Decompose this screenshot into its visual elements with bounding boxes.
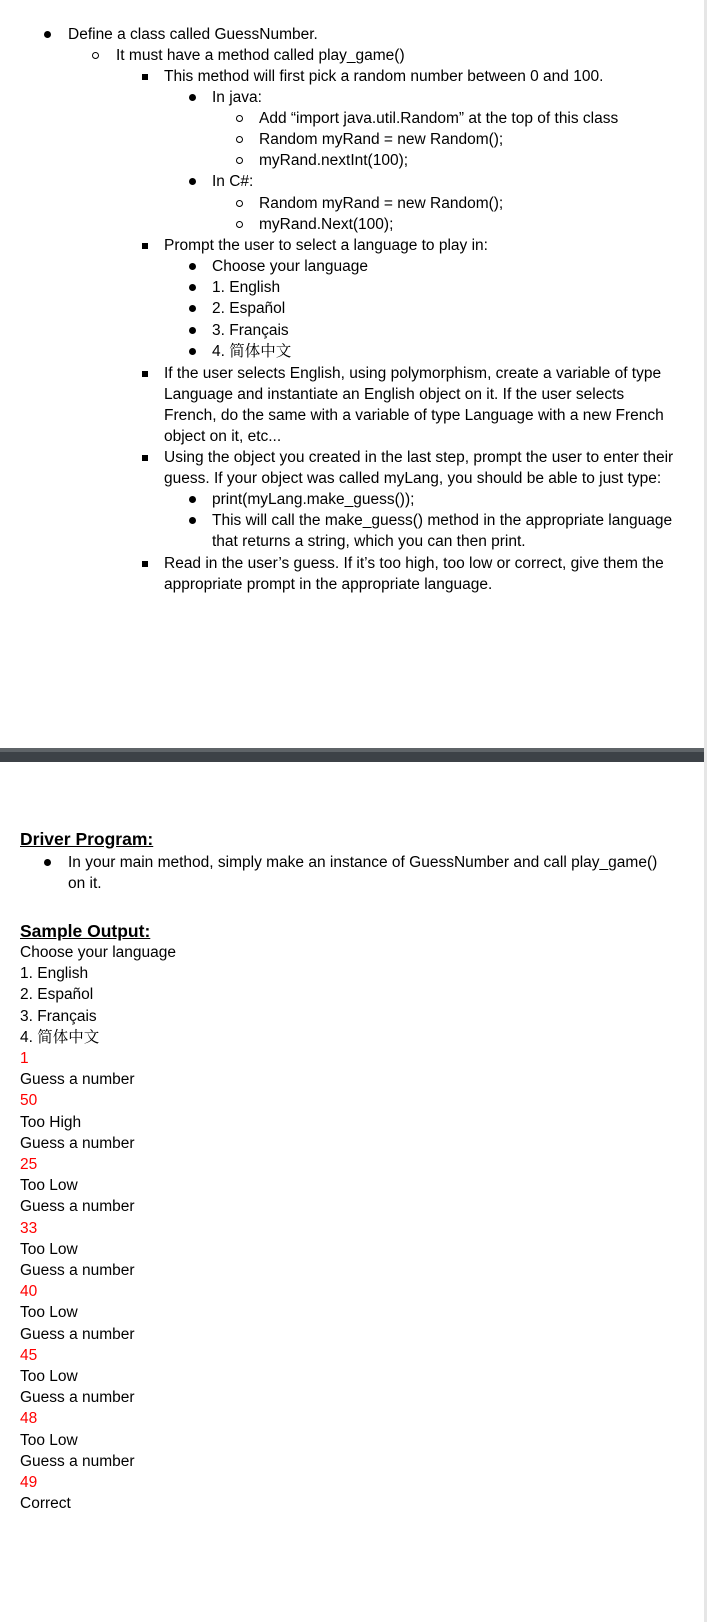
circle-bullet-icon bbox=[234, 193, 246, 214]
square-bullet-icon bbox=[140, 447, 152, 468]
java-label: In java: bbox=[212, 89, 262, 106]
sample-output-line: Guess a number bbox=[20, 1325, 135, 1343]
sample-user-input: 50 bbox=[20, 1092, 38, 1110]
sample-user-input: 1 bbox=[20, 1050, 29, 1067]
disc-bullet-icon bbox=[42, 24, 54, 45]
sample-user-input: 48 bbox=[20, 1410, 38, 1428]
disc-bullet-icon bbox=[187, 256, 199, 277]
csharp-label: In C#: bbox=[212, 173, 254, 190]
sample-output-line: Too Low bbox=[20, 1431, 78, 1449]
print-call-text: print(myLang.make_guess()); bbox=[212, 491, 415, 508]
sample-output-line: Guess a number bbox=[20, 1452, 135, 1470]
disc-bullet-icon bbox=[42, 852, 54, 873]
sample-output-line: Guess a number bbox=[20, 1198, 135, 1216]
polymorphism-text-line: If the user selects English, using polymorphism, create a variable of type bbox=[164, 365, 662, 382]
sample-output-line: Too Low bbox=[20, 1240, 78, 1258]
class-definition-text: Define a class called GuessNumber. bbox=[68, 26, 318, 43]
disc-bullet-icon bbox=[187, 87, 199, 108]
guess-prompt-text-line: guess. If your object was called myLang, you should be able to just type: bbox=[164, 470, 662, 487]
circle-bullet-icon bbox=[234, 214, 246, 235]
square-bullet-icon bbox=[140, 235, 152, 256]
page-separator bbox=[0, 748, 707, 762]
circle-bullet-icon bbox=[90, 45, 102, 66]
sample-output-line: Guess a number bbox=[20, 1389, 135, 1407]
document-page-2 bbox=[0, 762, 707, 1622]
square-bullet-icon bbox=[140, 553, 152, 574]
language-menu-item: 3. Français bbox=[212, 322, 289, 339]
sample-output-line: 4. 简体中文 bbox=[20, 1028, 100, 1046]
csharp-item: myRand.Next(100); bbox=[259, 216, 394, 233]
sample-user-input: 49 bbox=[20, 1474, 38, 1491]
sample-output-line: 2. Español bbox=[20, 986, 94, 1004]
disc-bullet-icon bbox=[187, 277, 199, 298]
square-bullet-icon bbox=[140, 66, 152, 87]
language-menu-item: Choose your language bbox=[212, 258, 368, 275]
make-guess-note-line: that returns a string, which you can then print. bbox=[212, 533, 526, 550]
circle-bullet-icon bbox=[234, 108, 246, 129]
method-definition-text: It must have a method called play_game() bbox=[116, 47, 405, 64]
sample-output-heading: Sample Output: bbox=[20, 921, 151, 941]
sample-output-line: Choose your language bbox=[20, 944, 176, 961]
sample-user-input: 40 bbox=[20, 1283, 38, 1301]
prompt-language-text: Prompt the user to select a language to play in: bbox=[164, 237, 488, 254]
driver-text-line: on it. bbox=[68, 875, 102, 892]
read-guess-text-line: Read in the user’s guess. If it’s too high, too low or correct, give them the bbox=[164, 555, 664, 572]
language-menu-item: 1. English bbox=[212, 279, 281, 296]
sample-output-line: Too Low bbox=[20, 1368, 78, 1385]
pick-random-text: This method will first pick a random number between 0 and 100. bbox=[164, 68, 604, 85]
csharp-item: Random myRand = new Random(); bbox=[259, 195, 504, 212]
java-item: myRand.nextInt(100); bbox=[259, 152, 409, 169]
polymorphism-text-line: object on it, etc... bbox=[164, 428, 282, 445]
disc-bullet-icon bbox=[187, 341, 199, 362]
sample-output-line: Correct bbox=[20, 1495, 71, 1513]
driver-text-line: In your main method, simply make an instance of GuessNumber and call play_game() bbox=[68, 854, 658, 871]
disc-bullet-icon bbox=[187, 320, 199, 341]
sample-user-input: 25 bbox=[20, 1156, 38, 1173]
guess-prompt-text-line: Using the object you created in the last step, prompt the user to enter their bbox=[164, 449, 674, 466]
make-guess-note-line: This will call the make_guess() method in the appropriate language bbox=[212, 512, 673, 529]
document-page-1 bbox=[0, 0, 707, 748]
java-item: Random myRand = new Random(); bbox=[259, 131, 504, 148]
read-guess-text-line: appropriate prompt in the appropriate language. bbox=[164, 576, 493, 593]
sample-output-line: Too Low bbox=[20, 1304, 78, 1322]
disc-bullet-icon bbox=[187, 298, 199, 319]
square-bullet-icon bbox=[140, 363, 152, 384]
circle-bullet-icon bbox=[234, 150, 246, 171]
sample-output-line: Guess a number bbox=[20, 1262, 135, 1279]
driver-program-heading: Driver Program: bbox=[20, 829, 154, 849]
disc-bullet-icon bbox=[187, 510, 199, 531]
disc-bullet-icon bbox=[187, 489, 199, 510]
java-item: Add “import java.util.Random” at the top of this class bbox=[259, 110, 619, 127]
polymorphism-text-line: French, do the same with a variable of type Language with a new French bbox=[164, 407, 664, 424]
sample-output-line: 1. English bbox=[20, 965, 89, 983]
sample-output-line: Guess a number bbox=[20, 1071, 135, 1089]
sample-user-input: 33 bbox=[20, 1219, 38, 1237]
sample-output-line: Too Low bbox=[20, 1177, 78, 1195]
sample-output-line: Guess a number bbox=[20, 1134, 135, 1152]
language-menu-item: 2. Español bbox=[212, 300, 286, 317]
circle-bullet-icon bbox=[234, 129, 246, 150]
sample-user-input: 45 bbox=[20, 1346, 38, 1364]
sample-output-line: 3. Français bbox=[20, 1007, 97, 1025]
polymorphism-text-line: Language and instantiate an English object on it. If the user selects bbox=[164, 386, 625, 403]
sample-output-line: Too High bbox=[20, 1113, 82, 1131]
language-menu-item: 4. 简体中文 bbox=[212, 343, 292, 360]
disc-bullet-icon bbox=[187, 171, 199, 192]
